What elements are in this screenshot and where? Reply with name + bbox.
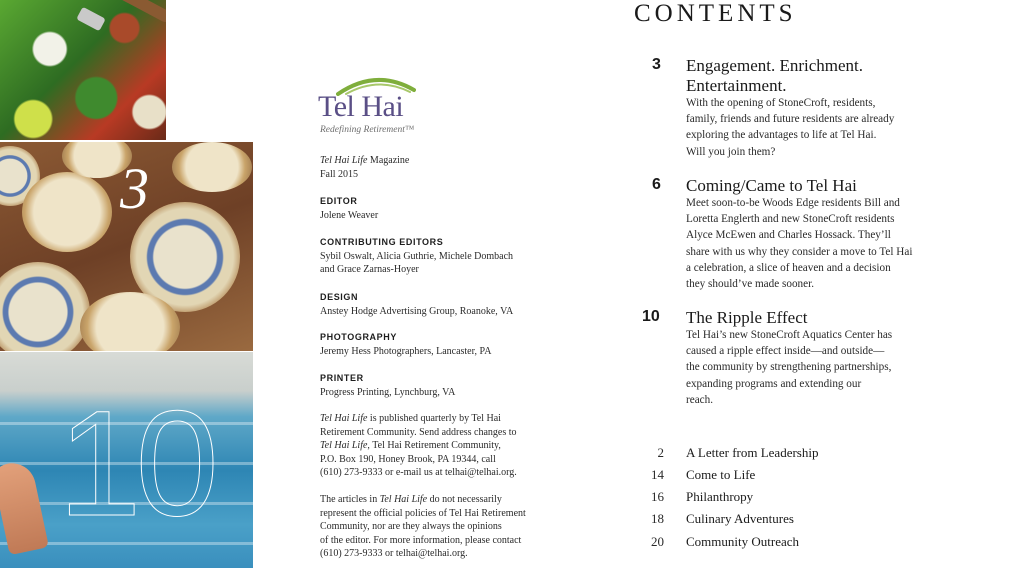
feature-page-number-10: 10 bbox=[58, 379, 213, 547]
publication-note: Tel Hai Life is published quarterly by Tel Hai Retirement Community. Send address changes to Tel Hai Life, Tel Hai Retirement Community, P.O. Box 190, Honey Brook, PA 19344, call (610) 273-9333 or e-mail us at telhai@telhai.org. bbox=[320, 413, 517, 479]
department-entry[interactable] bbox=[640, 445, 900, 465]
paint-palette-photo bbox=[0, 0, 166, 140]
credit-names: Sybil Oswalt, Alicia Guthrie, Michele Dombach bbox=[320, 250, 514, 262]
department-title: Come to Life bbox=[686, 467, 756, 482]
credit-printer bbox=[320, 372, 455, 399]
credit-names: Progress Printing, Lynchburg, VA bbox=[320, 386, 456, 398]
department-entry[interactable] bbox=[640, 467, 900, 487]
department-entry[interactable] bbox=[640, 534, 900, 554]
department-page-number: 18 bbox=[651, 511, 664, 526]
feature-description: With the opening of StoneCroft, residents, family, friends and future residents are already exploring the advantages to life at Tel Hai. Will you join them? bbox=[686, 97, 895, 158]
department-page-number: 16 bbox=[651, 489, 664, 504]
feature-description: Meet soon-to-be Woods Edge residents Bill and Loretta Englerth and new StoneCroft residents Alyce McEwen and Charles Hossack. They’ll share with us why they consider a move to Tel Hai a celebration, a slice of heaven and a decision they should’ve made sooner. bbox=[686, 197, 913, 291]
feature-page-number-3: 3 bbox=[120, 156, 149, 221]
credit-design bbox=[320, 291, 513, 318]
department-title: Philanthropy bbox=[686, 489, 754, 504]
credit-role: PHOTOGRAPHY bbox=[320, 332, 397, 342]
swimming-pool-photo bbox=[0, 352, 253, 568]
logo-wordmark: Tel Hai bbox=[318, 90, 404, 123]
paintbrush-handle bbox=[97, 0, 166, 24]
feature-title: Engagement. Enrichment. Entertainment. bbox=[686, 56, 864, 95]
feature-description: Tel Hai’s new StoneCroft Aquatics Center has caused a ripple effect inside—and outside— the community by strengthening partnerships, expanding programs and extending our reach. bbox=[686, 329, 893, 406]
department-title: Culinary Adventures bbox=[686, 511, 794, 526]
credit-role: EDITOR bbox=[320, 196, 358, 206]
swimmer-figure bbox=[0, 459, 49, 555]
feature-entry[interactable] bbox=[640, 176, 940, 294]
department-title: Community Outreach bbox=[686, 534, 800, 549]
paintbrush-ferrule bbox=[76, 7, 106, 32]
credit-names: Jolene Weaver bbox=[320, 209, 379, 221]
credit-role: PRINTER bbox=[320, 373, 364, 383]
bowl bbox=[0, 262, 90, 351]
credit-role: CONTRIBUTING EDITORS bbox=[320, 237, 444, 247]
credit-names: and Grace Zarnas-Hoyer bbox=[320, 264, 419, 275]
department-entry[interactable] bbox=[640, 511, 900, 531]
feature-page-number: 10 bbox=[642, 308, 660, 325]
credit-photography bbox=[320, 331, 491, 358]
feature-entry[interactable] bbox=[640, 308, 940, 410]
issue-date: Fall 2015 bbox=[320, 168, 359, 180]
bowl bbox=[22, 172, 112, 252]
department-page-number: 2 bbox=[657, 445, 664, 460]
bowl bbox=[172, 142, 252, 192]
magazine-title: Tel Hai Life Magazine bbox=[320, 155, 410, 166]
department-title: A Letter from Leadership bbox=[686, 445, 819, 460]
feature-entry[interactable] bbox=[640, 56, 940, 166]
feature-title: The Ripple Effect bbox=[686, 308, 808, 327]
feature-title: Coming/Came to Tel Hai bbox=[686, 176, 857, 195]
department-entry[interactable] bbox=[640, 489, 900, 509]
feature-page-number: 3 bbox=[652, 56, 661, 73]
credit-names: Anstey Hodge Advertising Group, Roanoke, VA bbox=[320, 305, 514, 317]
credit-editor bbox=[320, 195, 378, 222]
credit-role: DESIGN bbox=[320, 292, 359, 302]
credit-names: Jeremy Hess Photographers, Lancaster, PA bbox=[320, 345, 492, 357]
logo-tagline: Redefining Retirement™ bbox=[320, 125, 415, 135]
department-page-number: 20 bbox=[651, 534, 664, 549]
disclaimer: The articles in Tel Hai Life do not necessarily represent the official policies of Tel Hai Retirement Community, nor are they always the opinions of the editor. For more information, please contact (610) 273-9333 or telhai@telhai.org. bbox=[320, 494, 526, 560]
issue-info bbox=[320, 154, 409, 181]
pottery-bowls-photo bbox=[0, 142, 253, 351]
department-page-number: 14 bbox=[651, 467, 664, 482]
feature-page-number: 6 bbox=[652, 176, 661, 193]
credit-contributing-editors bbox=[320, 236, 513, 277]
contents-heading: CONTENTS bbox=[634, 0, 797, 27]
